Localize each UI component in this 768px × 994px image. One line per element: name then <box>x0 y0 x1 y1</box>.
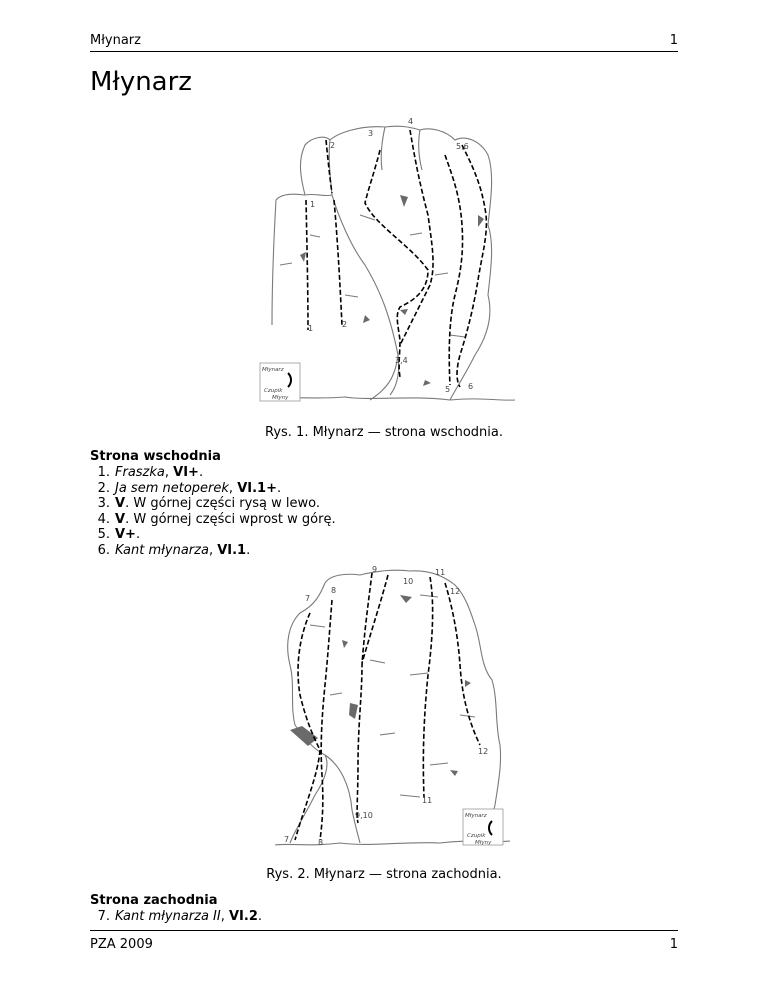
route-list-west <box>90 909 262 925</box>
route-note: . W górnej części rysą w lewo. <box>125 496 321 512</box>
fig2-label: 10 <box>403 577 414 586</box>
fig2-label: 8 <box>318 838 324 847</box>
map-label: Młynarz <box>262 367 284 373</box>
route-note: . <box>257 909 263 924</box>
route-item <box>90 543 336 559</box>
fig2-label: 11 <box>422 796 433 805</box>
fig2-label: 9,10 <box>355 811 373 820</box>
section-heading-east: Strona wschodnia <box>90 449 221 464</box>
fig2-label: 11 <box>435 568 446 577</box>
map-label: Młynarz <box>465 813 487 819</box>
route-name: Ja sem netoperek <box>115 480 229 496</box>
route-sep: , <box>164 465 174 480</box>
route-number: 5. <box>97 527 110 543</box>
route-item <box>90 527 336 543</box>
route-sep: , <box>220 909 229 924</box>
fig2-label: 9 <box>372 565 378 574</box>
fig1-label: 6 <box>468 382 474 391</box>
route-note: . <box>135 527 141 543</box>
route-item <box>90 512 336 528</box>
figure-east-topo <box>250 115 520 405</box>
route-name: Kant młynarza II <box>115 909 221 924</box>
fig2-label: 12 <box>450 587 461 596</box>
fig1-label: 5 <box>445 385 451 394</box>
route-note: . <box>246 542 251 558</box>
fig1-label: 4 <box>408 117 414 126</box>
fig2-location-map <box>463 809 503 846</box>
west-topo-drawing <box>270 565 515 850</box>
section-heading-west: Strona zachodnia <box>90 893 218 908</box>
route-grade: V <box>115 511 126 527</box>
route-sep: , <box>208 542 218 558</box>
header-title: Młynarz <box>90 33 141 48</box>
route-sep: , <box>228 480 238 496</box>
route-item <box>90 481 336 497</box>
route-list-east <box>90 465 336 559</box>
fig2-label: 7 <box>284 835 290 844</box>
fig1-label: 1 <box>310 200 316 209</box>
fig1-label: 2 <box>330 141 336 150</box>
route-note: . <box>198 465 204 480</box>
map-label: Czupik <box>467 833 486 839</box>
footer-page-number: 1 <box>669 937 678 952</box>
page-header <box>90 31 678 52</box>
figure-west-topo <box>270 565 515 850</box>
route-item <box>90 496 336 512</box>
route-name: Fraszka <box>115 465 165 480</box>
fig1-label: 3 <box>368 129 374 138</box>
fig1-label: 2 <box>342 320 348 329</box>
fig1-label: 3,4 <box>395 356 408 365</box>
route-number: 4. <box>97 511 110 527</box>
page-title: Młynarz <box>90 67 192 97</box>
footer-publisher: PZA 2009 <box>90 937 153 952</box>
route-grade: VI.1+ <box>237 480 277 496</box>
route-note: . W górnej części wprost w górę. <box>125 511 336 527</box>
route-grade: VI+ <box>173 465 199 480</box>
route-name: Kant młynarza <box>115 542 209 558</box>
map-label: Młyny <box>272 395 289 401</box>
figure1-caption: Rys. 1. Młynarz — strona wschodnia. <box>265 425 503 440</box>
page-footer <box>90 930 678 961</box>
route-item <box>90 465 336 481</box>
route-grade: V+ <box>115 527 136 543</box>
fig1-label: 5,6 <box>456 142 469 151</box>
route-grade: V <box>115 496 126 512</box>
east-topo-drawing <box>250 115 520 405</box>
fig2-label: 7 <box>305 594 311 603</box>
route-grade: VI.1 <box>217 542 247 558</box>
route-number: 1. <box>97 465 110 480</box>
map-label: Czupik <box>264 388 283 394</box>
fig1-location-map <box>260 363 300 401</box>
route-number: 6. <box>97 542 110 558</box>
route-number: 7. <box>97 909 110 924</box>
route-number: 3. <box>97 496 110 512</box>
header-page-number: 1 <box>669 33 678 48</box>
fig2-label: 12 <box>478 747 489 756</box>
fig1-label: 1 <box>308 324 314 333</box>
route-item <box>90 909 262 925</box>
route-note: . <box>276 480 282 496</box>
figure2-caption: Rys. 2. Młynarz — strona zachodnia. <box>266 867 502 882</box>
route-grade: VI.2 <box>229 909 258 924</box>
route-number: 2. <box>97 480 110 496</box>
fig2-label: 8 <box>331 586 337 595</box>
map-label: Młyny <box>475 840 492 846</box>
